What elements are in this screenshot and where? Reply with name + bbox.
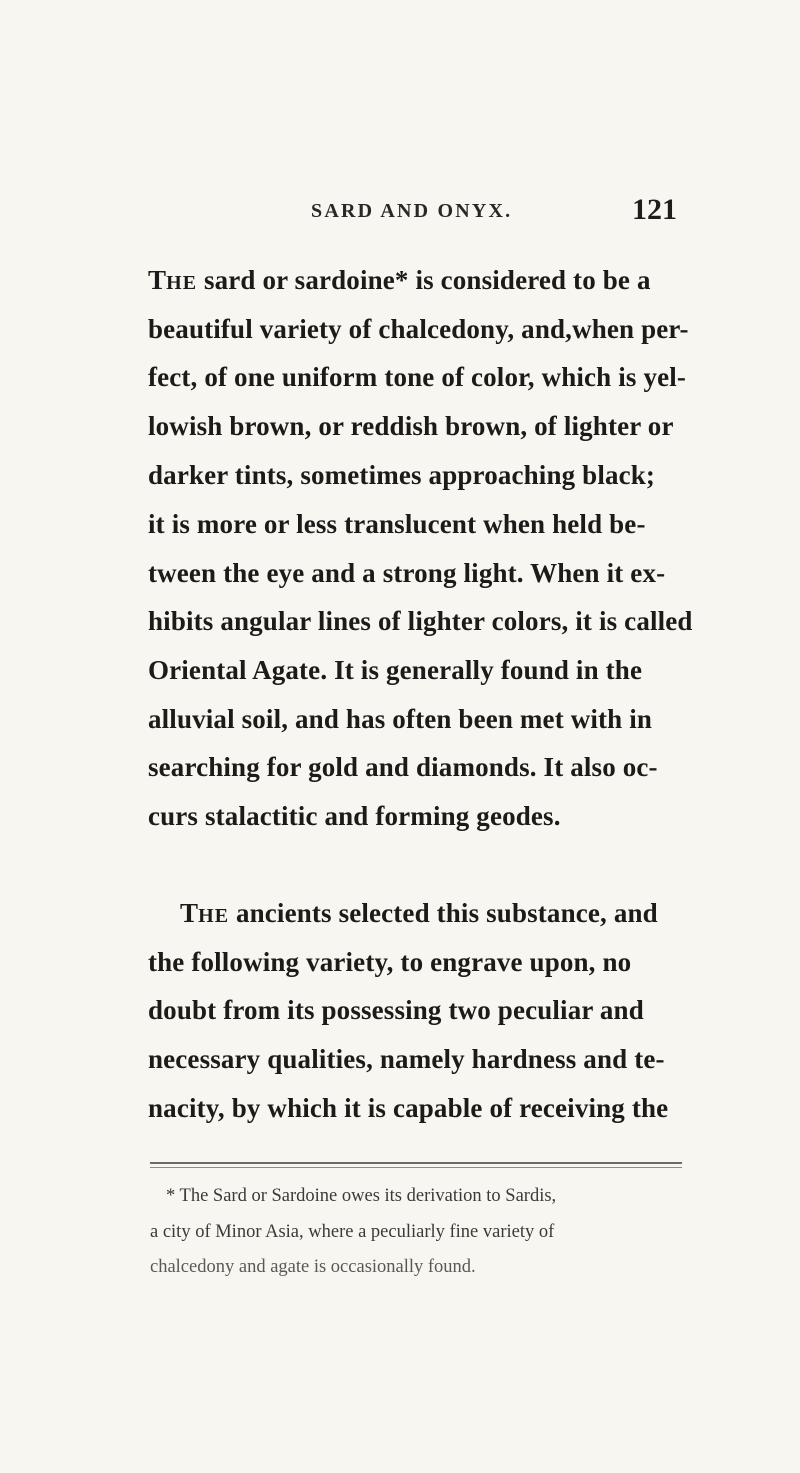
footnote-line: chalcedony and agate is occasionally found. xyxy=(150,1257,476,1277)
text-line: the following variety, to engrave upon, no xyxy=(148,947,632,977)
text-line: lowish brown, or reddish brown, of lighter or xyxy=(148,411,674,441)
small-caps-lead: THE xyxy=(180,898,230,928)
text-line: it is more or less translucent when held be- xyxy=(148,509,646,539)
footnote-rule xyxy=(150,1162,682,1164)
running-head xyxy=(263,192,683,232)
running-title: SARD AND ONYX. xyxy=(311,200,513,222)
text-line: tween the eye and a strong light. When it ex- xyxy=(148,558,666,588)
text-line: THE ancients selected this substance, and xyxy=(180,898,658,928)
text-line: Oriental Agate. It is generally found in the xyxy=(148,655,643,685)
text-line: hibits angular lines of lighter colors, it is called xyxy=(148,606,693,636)
text-line: fect, of one uniform tone of color, which is yel- xyxy=(148,362,687,392)
text-line: darker tints, sometimes approaching black; xyxy=(148,460,656,490)
text-line: beautiful variety of chalcedony, and,when per- xyxy=(148,314,689,344)
text-line: necessary qualities, namely hardness and te- xyxy=(148,1044,665,1074)
footnote-line: a city of Minor Asia, where a peculiarly fine variety of xyxy=(150,1222,555,1242)
text-line: curs stalactitic and forming geodes. xyxy=(148,801,561,831)
page-number: 121 xyxy=(632,193,677,226)
text-line: doubt from its possessing two peculiar and xyxy=(148,995,644,1025)
text-line: THE sard or sardoine* is considered to be a xyxy=(148,265,651,295)
text-line: alluvial soil, and has often been met with in xyxy=(148,704,653,734)
text-line: nacity, by which it is capable of receiving the xyxy=(148,1093,669,1123)
small-caps-lead: THE xyxy=(148,265,198,295)
footnote-rule-thin xyxy=(150,1167,682,1168)
footnote-line: * The Sard or Sardoine owes its derivation to Sardis, xyxy=(166,1186,557,1206)
text-line: searching for gold and diamonds. It also oc- xyxy=(148,752,658,782)
